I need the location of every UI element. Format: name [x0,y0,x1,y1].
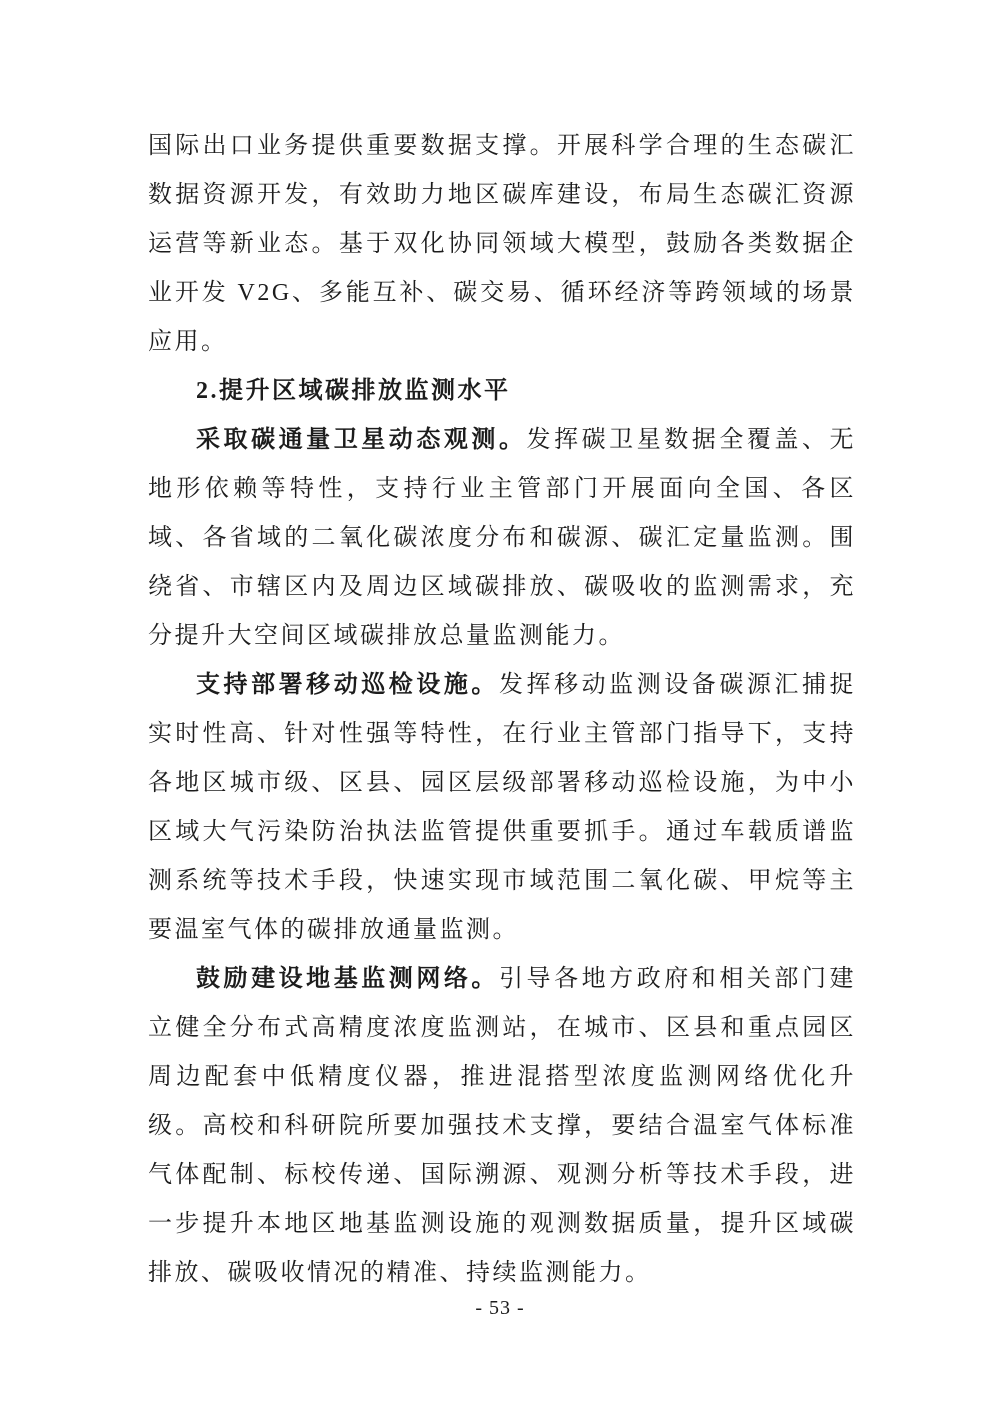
paragraph-body: 发挥碳卫星数据全覆盖、无地形依赖等特性，支持行业主管部门开展面向全国、各区域、各省域的二氧化碳浓度分布和碳源、碳汇定量监测。围绕省、市辖区内及周边区域碳排放、碳吸收的监测需求，充分提升大空间区域碳排放总量监测能力。 [148,427,857,649]
paragraph-mobile-inspection [148,661,856,955]
page-number [0,1294,1000,1322]
paragraph-ground-network [148,955,856,1298]
paragraph-body: 引导各地方政府和相关部门建立健全分布式高精度浓度监测站，在城市、区县和重点园区周边配套中低精度仪器，推进混搭型浓度监测网络优化升级。高校和科研院所要加强技术支撑，要结合温室气体标准气体配制、标校传递、国际溯源、观测分析等技术手段，进一步提升本地区地基监测设施的观测数据质量，提升区域碳排放、碳吸收情况的精准、持续监测能力。 [148,966,857,1286]
paragraph-lead: 鼓励建设地基监测网络。 [196,966,499,992]
page-number-text: - 53 - [475,1297,525,1319]
continuation-paragraph [148,122,856,367]
paragraph-lead: 采取碳通量卫星动态观测。 [196,427,527,453]
continuation-paragraph-text: 国际出口业务提供重要数据支撑。开展科学合理的生态碳汇数据资源开发，有效助力地区碳库建设，布局生态碳汇资源运营等新业态。基于双化协同领域大模型，鼓励各类数据企业开发 V2G、多能互补、碳交易、循环经济等跨领域的场景应用。 [148,133,856,355]
paragraph-lead: 支持部署移动巡检设施。 [196,672,499,698]
paragraph-satellite-monitoring [148,416,856,661]
page-content [148,122,856,1298]
section-heading-text: 2.提升区域碳排放监测水平 [196,378,511,404]
paragraph-body: 发挥移动监测设备碳源汇捕捉实时性高、针对性强等特性，在行业主管部门指导下，支持各地区城市级、区县、园区层级部署移动巡检设施，为中小区域大气污染防治执法监管提供重要抓手。通过车载质谱监测系统等技术手段，快速实现市域范围二氧化碳、甲烷等主要温室气体的碳排放通量监测。 [148,672,857,943]
section-heading [148,367,856,416]
